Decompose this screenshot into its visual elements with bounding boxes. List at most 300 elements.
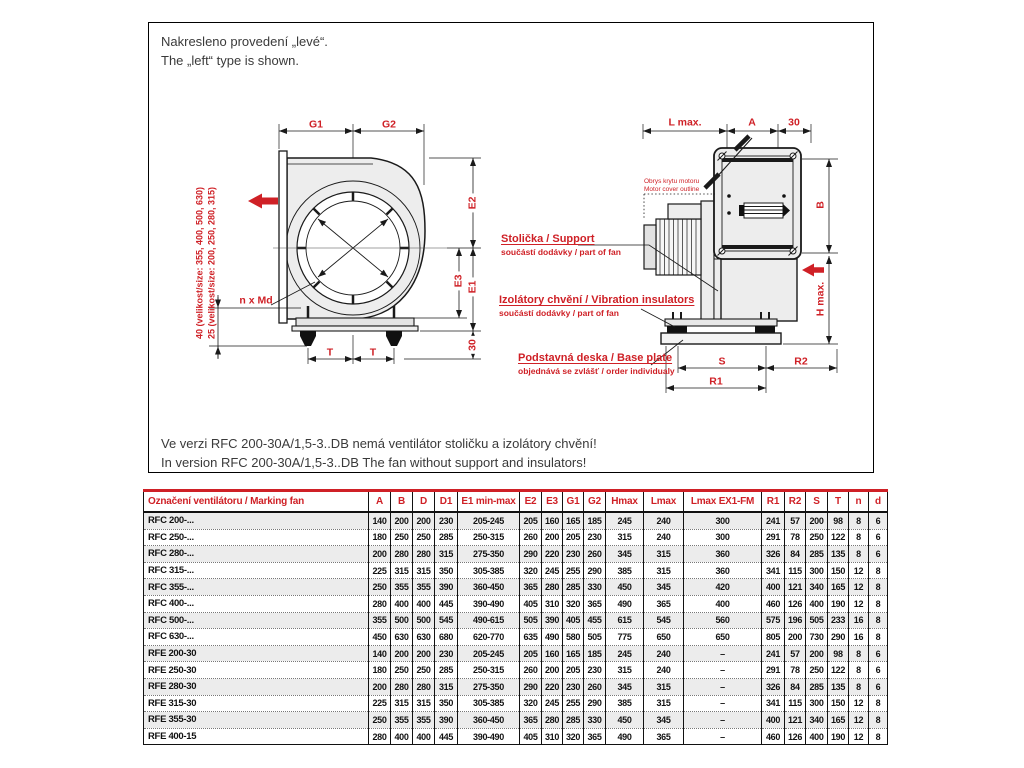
dimension-cell: 291: [762, 529, 785, 546]
dimension-cell: 230: [563, 678, 584, 695]
dimension-cell: 140: [369, 645, 391, 662]
dimension-cell: 400: [413, 595, 435, 612]
dimension-cell: 280: [542, 712, 563, 729]
dimension-cell: 98: [828, 512, 849, 529]
dimension-cell: 185: [584, 512, 606, 529]
dimension-cell: 8: [869, 612, 888, 629]
dimension-cell: 315: [435, 546, 458, 563]
dim-label-g2: G2: [381, 118, 397, 131]
dim-label-e2: E2: [468, 194, 479, 213]
dimension-cell: 650: [684, 629, 762, 646]
dimension-cell: 245: [542, 695, 563, 712]
column-header: Lmax: [644, 491, 684, 513]
dimension-cell: 6: [869, 662, 888, 679]
dimension-cell: 775: [606, 629, 644, 646]
dimension-cell: 225: [369, 695, 391, 712]
dimension-cell: 8: [869, 562, 888, 579]
dimension-cell: 250: [369, 579, 391, 596]
dimension-cell: 505: [806, 612, 828, 629]
dimension-cell: 140: [369, 512, 391, 529]
fan-model-cell: RFE 315-30: [144, 695, 369, 712]
column-header: Lmax EX1-FM: [684, 491, 762, 513]
dimension-cell: 365: [520, 712, 542, 729]
column-header: D: [413, 491, 435, 513]
dimension-cell: 400: [391, 728, 413, 745]
dim-label-a: A: [748, 116, 756, 129]
dimension-cell: 205: [520, 645, 542, 662]
dimension-cell: 340: [806, 579, 828, 596]
column-header: R2: [785, 491, 806, 513]
dimension-cell: 200: [369, 546, 391, 563]
dimension-cell: 122: [828, 529, 849, 546]
dimension-cell: 360-450: [458, 579, 520, 596]
dimension-cell: 580: [563, 629, 584, 646]
dimension-cell: 245: [606, 512, 644, 529]
dimension-cell: 345: [644, 579, 684, 596]
dimension-cell: 135: [828, 546, 849, 563]
dimension-cell: 8: [849, 645, 869, 662]
dimension-cell: 315: [413, 695, 435, 712]
column-header: E3: [542, 491, 563, 513]
table-row: [144, 678, 888, 695]
dimension-cell: 365: [520, 579, 542, 596]
dimension-cell: 320: [563, 595, 584, 612]
dimension-cell: 8: [869, 728, 888, 745]
dimension-cell: 12: [849, 728, 869, 745]
dimension-cell: 490: [606, 595, 644, 612]
dimension-cell: 460: [762, 595, 785, 612]
table-row: [144, 562, 888, 579]
dimension-cell: 490: [542, 629, 563, 646]
dimension-cell: 445: [435, 728, 458, 745]
dimension-cell: 390: [435, 579, 458, 596]
table-body: [144, 512, 888, 745]
dimension-cell: 620-770: [458, 629, 520, 646]
note-line-cs: Nakresleno provedení „levé“.: [161, 34, 328, 49]
dimension-cell: 315: [644, 546, 684, 563]
callout-baseplate-title: Podstavná deska / Base plate: [518, 352, 673, 364]
dimension-cell: 575: [762, 612, 785, 629]
dimension-cell: 400: [762, 712, 785, 729]
dimension-cell: 385: [606, 562, 644, 579]
dimension-cell: 12: [849, 579, 869, 596]
size-note-25: 25 (velikost/size: 200, 250, 280, 315): [206, 186, 216, 340]
dimension-cell: 250: [391, 529, 413, 546]
dimension-cell: 200: [806, 512, 828, 529]
dimension-cell: 505: [584, 629, 606, 646]
dimension-cell: 250: [806, 529, 828, 546]
page-frame: [148, 22, 874, 473]
dimension-cell: 365: [584, 728, 606, 745]
dimension-cell: 8: [869, 629, 888, 646]
dimension-cell: 84: [785, 546, 806, 563]
dimension-cell: 405: [520, 728, 542, 745]
dimension-cell: 400: [762, 579, 785, 596]
dimension-cell: 320: [520, 562, 542, 579]
dimension-cell: 12: [849, 695, 869, 712]
dimension-cell: 126: [785, 728, 806, 745]
dimension-cell: 8: [849, 529, 869, 546]
dimension-cell: –: [684, 645, 762, 662]
dimension-cell: 315: [413, 562, 435, 579]
dimension-cell: 8: [869, 712, 888, 729]
dimension-cell: 8: [849, 678, 869, 695]
dimension-cell: 135: [828, 678, 849, 695]
dimension-cell: 355: [391, 579, 413, 596]
dimension-cell: 6: [869, 546, 888, 563]
dimension-cell: 230: [584, 529, 606, 546]
dimension-cell: 500: [413, 612, 435, 629]
fan-model-cell: RFE 250-30: [144, 662, 369, 679]
warning-line-cs: Ve verzi RFC 200-30A/1,5-3..DB nemá ventilátor stoličku a izolátory chvění!: [161, 436, 597, 451]
table-row: [144, 595, 888, 612]
dim-label-t-right: T: [369, 346, 377, 359]
dimension-cell: 280: [542, 579, 563, 596]
column-header: T: [828, 491, 849, 513]
table-header: [144, 491, 888, 513]
dimension-cell: 315: [391, 695, 413, 712]
dimension-cell: 315: [606, 662, 644, 679]
dimension-cell: 200: [369, 678, 391, 695]
dimension-cell: 230: [584, 662, 606, 679]
dimension-cell: 260: [584, 546, 606, 563]
dimension-cell: 220: [542, 546, 563, 563]
dimension-cell: 260: [520, 662, 542, 679]
dimension-cell: 250: [369, 712, 391, 729]
front-view-drawing: [209, 124, 481, 364]
dimension-cell: 420: [684, 579, 762, 596]
dimension-cell: 250: [413, 662, 435, 679]
dimension-cell: 160: [542, 512, 563, 529]
dim-label-hmax: H max.: [814, 281, 827, 317]
dimension-cell: 400: [413, 728, 435, 745]
dimension-cell: 350: [435, 695, 458, 712]
dimension-cell: 122: [828, 662, 849, 679]
dimension-cell: 190: [828, 728, 849, 745]
dimension-cell: 160: [542, 645, 563, 662]
dimension-cell: 355: [391, 712, 413, 729]
callout-baseplate-sub: objednává se zvlášť / order individualy: [518, 366, 675, 376]
dimension-cell: 291: [762, 662, 785, 679]
dimension-cell: 255: [563, 695, 584, 712]
dimension-cell: 310: [542, 595, 563, 612]
dimension-cell: 121: [785, 712, 806, 729]
dimension-cell: 245: [606, 645, 644, 662]
dimension-cell: 245: [542, 562, 563, 579]
dim-label-t-left: T: [326, 346, 334, 359]
dimension-cell: 290: [520, 678, 542, 695]
dimension-cell: 205: [563, 662, 584, 679]
dim-label-r2: R2: [794, 355, 808, 368]
dimension-cell: 57: [785, 512, 806, 529]
dimension-cell: 200: [391, 512, 413, 529]
column-header: n: [849, 491, 869, 513]
dimension-cell: –: [684, 678, 762, 695]
dimension-cell: 326: [762, 546, 785, 563]
dim-label-30-side: 30: [788, 116, 800, 129]
dimension-cell: 405: [563, 612, 584, 629]
column-header: D1: [435, 491, 458, 513]
dimension-cell: 126: [785, 595, 806, 612]
dimension-cell: 165: [828, 712, 849, 729]
dimension-cell: 405: [520, 595, 542, 612]
dim-label-e1: E1: [468, 278, 479, 297]
dimension-cell: 650: [644, 629, 684, 646]
dimension-cell: 240: [644, 512, 684, 529]
dimension-cell: 445: [435, 595, 458, 612]
table-row: [144, 728, 888, 745]
dimension-cell: 330: [584, 579, 606, 596]
dimension-cell: 365: [584, 595, 606, 612]
dimension-cell: 390-490: [458, 595, 520, 612]
dimension-cell: 12: [849, 712, 869, 729]
column-header: G1: [563, 491, 584, 513]
dimension-cell: 12: [849, 595, 869, 612]
dimension-cell: 350: [435, 562, 458, 579]
dimension-cell: 200: [391, 645, 413, 662]
dimension-cell: 190: [828, 595, 849, 612]
dimension-cell: 341: [762, 562, 785, 579]
callout-insulators-title: Izolátory chvění / Vibration insulators: [499, 294, 695, 306]
dimension-cell: 300: [684, 529, 762, 546]
dimension-cell: 400: [806, 728, 828, 745]
dimension-cell: 345: [606, 546, 644, 563]
dimension-cell: 200: [785, 629, 806, 646]
dimension-cell: 200: [542, 529, 563, 546]
column-header: S: [806, 491, 828, 513]
dimension-cell: 250-315: [458, 662, 520, 679]
dimension-cell: 6: [869, 529, 888, 546]
dimension-cell: 290: [828, 629, 849, 646]
dimension-cell: 8: [849, 512, 869, 529]
dimension-cell: 8: [849, 546, 869, 563]
dimension-cell: 84: [785, 678, 806, 695]
dimension-cell: 320: [520, 695, 542, 712]
dimension-cell: 390-490: [458, 728, 520, 745]
dimension-cell: 285: [435, 529, 458, 546]
dimension-cell: 400: [391, 595, 413, 612]
dimension-cell: 230: [435, 645, 458, 662]
dimension-cell: 241: [762, 645, 785, 662]
dimension-cell: 16: [849, 612, 869, 629]
dimension-cell: 400: [684, 595, 762, 612]
dimension-cell: 285: [806, 546, 828, 563]
dimension-cell: 240: [644, 662, 684, 679]
dimension-cell: 280: [413, 678, 435, 695]
motor-outline-label-cs: Obrys krytu motoru: [644, 178, 700, 185]
airflow-arrow-left-icon: [248, 194, 278, 209]
fan-model-cell: RFC 500-...: [144, 612, 369, 629]
dimension-cell: 285: [563, 579, 584, 596]
dimension-cell: 355: [413, 712, 435, 729]
dimension-cell: 545: [644, 612, 684, 629]
column-header: E2: [520, 491, 542, 513]
dimension-cell: 180: [369, 662, 391, 679]
dimension-cell: 8: [849, 662, 869, 679]
dim-label-s: S: [718, 355, 726, 368]
airflow-arrow-right-icon: [802, 264, 824, 277]
dimension-cell: 635: [520, 629, 542, 646]
dimension-cell: 165: [563, 645, 584, 662]
table-row: [144, 512, 888, 529]
dimension-cell: 365: [644, 728, 684, 745]
size-note: [195, 187, 218, 339]
dimension-cell: 300: [806, 695, 828, 712]
dimension-cell: 16: [849, 629, 869, 646]
dimension-cell: 290: [520, 546, 542, 563]
dimension-cell: 196: [785, 612, 806, 629]
dimension-cell: 200: [413, 645, 435, 662]
table-row: [144, 662, 888, 679]
dimension-cell: 400: [806, 595, 828, 612]
dimension-cell: 450: [606, 579, 644, 596]
dimension-cell: 241: [762, 512, 785, 529]
dimension-cell: 115: [785, 562, 806, 579]
dimension-cell: 290: [584, 695, 606, 712]
dimension-cell: 260: [584, 678, 606, 695]
dimension-cell: 290: [584, 562, 606, 579]
dimension-cell: 460: [762, 728, 785, 745]
dimension-cell: 315: [644, 695, 684, 712]
fan-model-cell: RFE 355-30: [144, 712, 369, 729]
dimension-cell: 630: [391, 629, 413, 646]
dimension-cell: 326: [762, 678, 785, 695]
column-header: B: [391, 491, 413, 513]
dimension-cell: 8: [869, 695, 888, 712]
dim-label-r1: R1: [709, 375, 723, 388]
dimension-cell: 805: [762, 629, 785, 646]
size-note-40: 40 (velikost/size: 355, 400, 500, 630): [194, 186, 205, 340]
dimension-cell: 275-350: [458, 678, 520, 695]
dimension-cell: 78: [785, 662, 806, 679]
dimension-cell: 310: [542, 728, 563, 745]
dimension-cell: 455: [584, 612, 606, 629]
dimension-cell: 730: [806, 629, 828, 646]
dimension-cell: 260: [520, 529, 542, 546]
column-header: A: [369, 491, 391, 513]
table-row: [144, 645, 888, 662]
dimension-cell: 320: [563, 728, 584, 745]
dimension-cell: 230: [435, 512, 458, 529]
dimension-cell: 490-615: [458, 612, 520, 629]
dim-label-n-x-md: n x Md: [239, 294, 273, 307]
dimension-cell: 8: [869, 579, 888, 596]
dimension-cell: 6: [869, 678, 888, 695]
dimension-cell: 230: [563, 546, 584, 563]
fan-model-cell: RFC 280-...: [144, 546, 369, 563]
table-row: [144, 695, 888, 712]
table-row: [144, 612, 888, 629]
dim-label-e3: E3: [454, 272, 465, 291]
drawing-note: [161, 32, 328, 70]
fan-model-cell: RFC 355-...: [144, 579, 369, 596]
fan-model-cell: RFC 315-...: [144, 562, 369, 579]
column-header-marking: Označení ventilátoru / Marking fan: [144, 491, 369, 513]
dim-label-b: B: [814, 201, 827, 209]
dimension-cell: 390: [435, 712, 458, 729]
dimension-cell: 200: [413, 512, 435, 529]
column-header: d: [869, 491, 888, 513]
column-header: G2: [584, 491, 606, 513]
dimension-cell: 340: [806, 712, 828, 729]
dimension-cell: 300: [806, 562, 828, 579]
dimension-cell: 220: [542, 678, 563, 695]
dimension-cell: 12: [849, 562, 869, 579]
dimension-cell: 280: [391, 546, 413, 563]
dimension-cell: 680: [435, 629, 458, 646]
dimension-cell: 315: [435, 678, 458, 695]
dimension-cell: 280: [391, 678, 413, 695]
dimension-cell: 500: [391, 612, 413, 629]
dimension-cell: 355: [369, 612, 391, 629]
dimension-cell: 345: [606, 678, 644, 695]
dimension-cell: –: [684, 712, 762, 729]
dimension-cell: 360: [684, 562, 762, 579]
dimension-cell: 315: [391, 562, 413, 579]
column-header: R1: [762, 491, 785, 513]
column-header: E1 min-max: [458, 491, 520, 513]
dim-label-lmax: L max.: [668, 116, 702, 129]
dimension-table: [143, 489, 888, 745]
dimension-cell: –: [684, 695, 762, 712]
dim-label-30-front: 30: [468, 336, 479, 354]
dimension-cell: 280: [369, 595, 391, 612]
dimension-cell: 250-315: [458, 529, 520, 546]
dimension-cell: 360: [684, 546, 762, 563]
dimension-cell: 6: [869, 645, 888, 662]
dimension-cell: 150: [828, 695, 849, 712]
fan-model-cell: RFC 630-...: [144, 629, 369, 646]
dimension-cell: 315: [606, 529, 644, 546]
dimension-cell: 200: [542, 662, 563, 679]
dimension-cell: 250: [806, 662, 828, 679]
dimension-cell: 315: [644, 678, 684, 695]
dimension-cell: 78: [785, 529, 806, 546]
dimension-cell: 225: [369, 562, 391, 579]
dimension-cell: 280: [369, 728, 391, 745]
fan-model-cell: RFE 280-30: [144, 678, 369, 695]
dimension-cell: 205: [520, 512, 542, 529]
dimension-cell: 165: [563, 512, 584, 529]
dimension-cell: 200: [806, 645, 828, 662]
dimension-cell: 275-350: [458, 546, 520, 563]
version-warning: [161, 435, 597, 472]
dimension-cell: 255: [563, 562, 584, 579]
dimension-cell: 285: [435, 662, 458, 679]
dimension-cell: –: [684, 662, 762, 679]
dimension-cell: 6: [869, 512, 888, 529]
dimension-cell: 330: [584, 712, 606, 729]
dimension-cell: 205-245: [458, 512, 520, 529]
fan-model-cell: RFE 200-30: [144, 645, 369, 662]
dimension-cell: 390: [542, 612, 563, 629]
dimension-cell: 490: [606, 728, 644, 745]
dimension-cell: 250: [413, 529, 435, 546]
dimension-cell: 8: [869, 595, 888, 612]
dimension-cell: 545: [435, 612, 458, 629]
dimension-cell: 150: [828, 562, 849, 579]
dimension-cell: 560: [684, 612, 762, 629]
dimension-cell: 300: [684, 512, 762, 529]
dimension-cell: 450: [606, 712, 644, 729]
dimension-cell: 615: [606, 612, 644, 629]
dimension-cell: 240: [644, 529, 684, 546]
fan-model-cell: RFC 200-...: [144, 512, 369, 529]
dimension-cell: –: [684, 728, 762, 745]
warning-line-en: In version RFC 200-30A/1,5-3..DB The fan without support and insulators!: [161, 454, 587, 470]
fan-model-cell: RFC 400-...: [144, 595, 369, 612]
dimension-cell: 630: [413, 629, 435, 646]
